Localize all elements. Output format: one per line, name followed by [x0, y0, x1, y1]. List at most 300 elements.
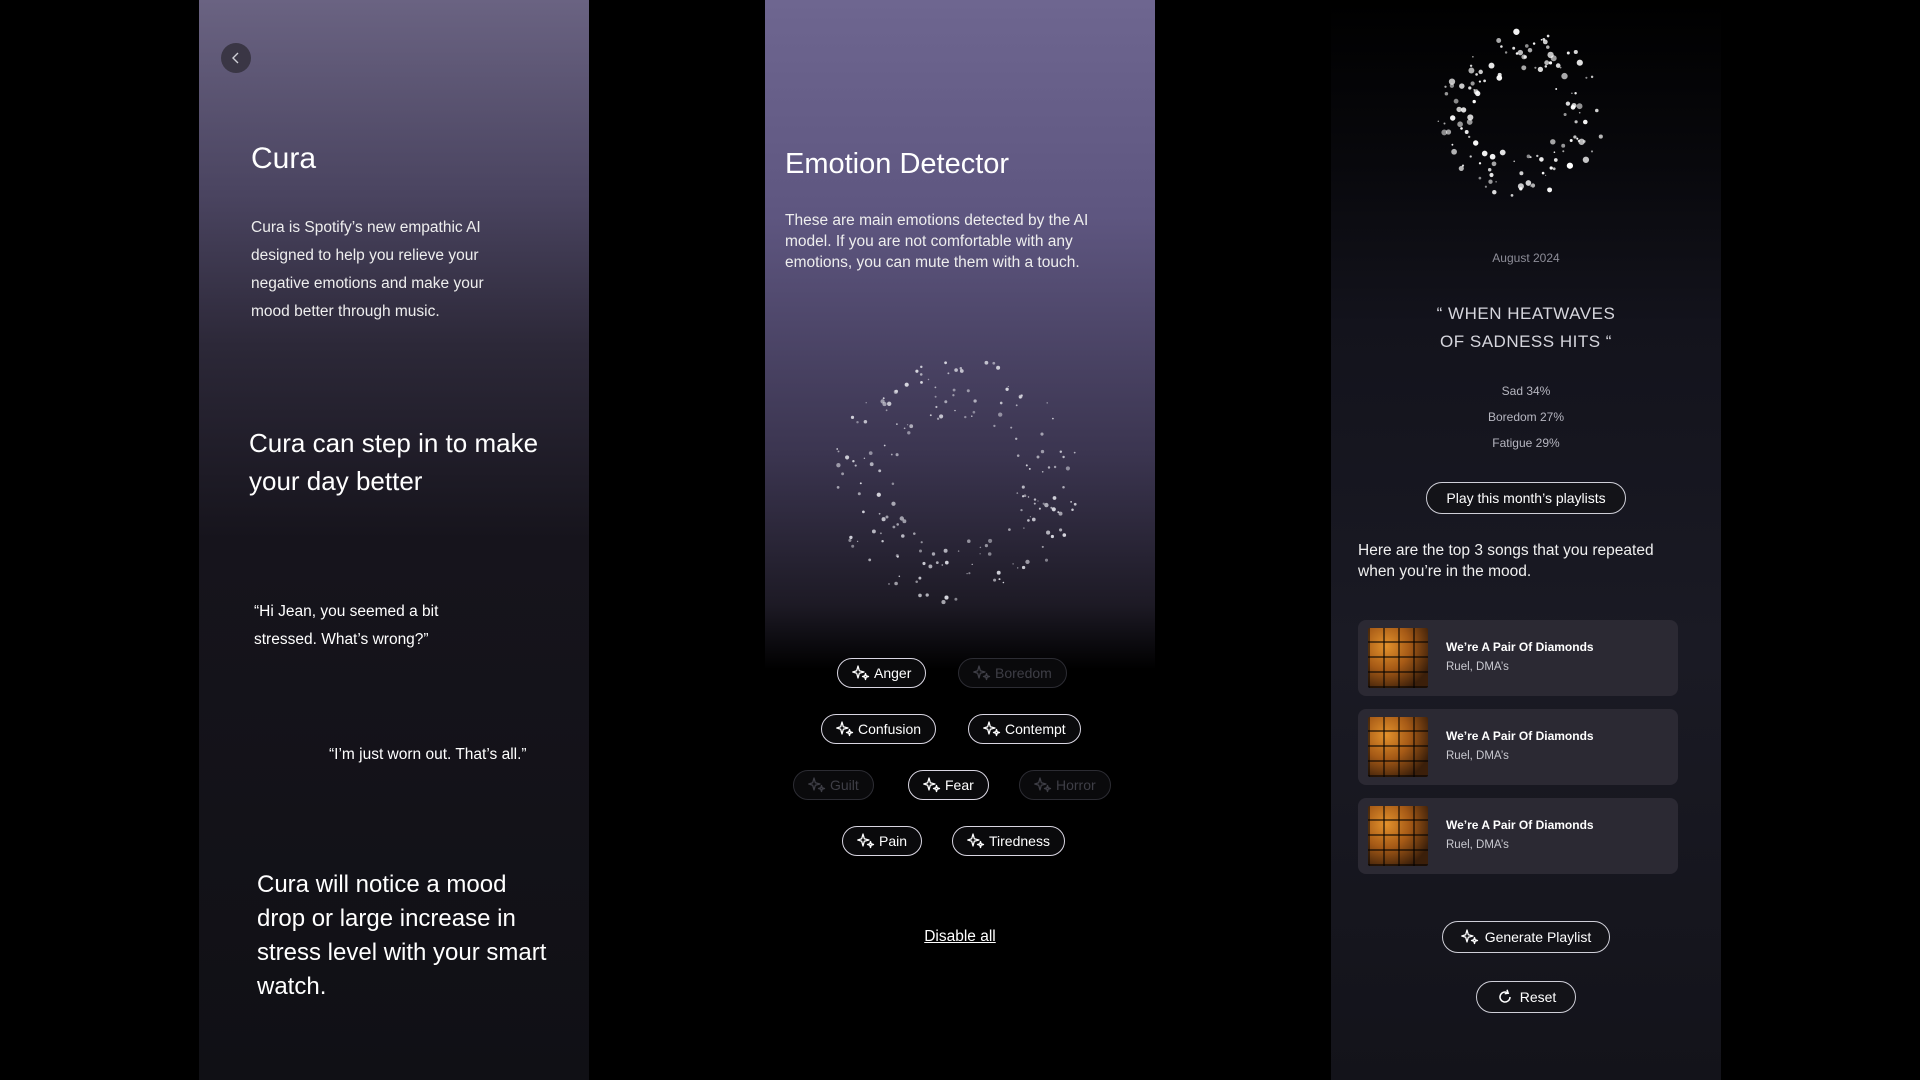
- particle-dot: [1547, 187, 1552, 192]
- particle-dot: [864, 458, 865, 459]
- particle-dot: [1063, 533, 1067, 537]
- particle-dot: [1550, 139, 1555, 144]
- particle-dot: [1526, 180, 1532, 186]
- emotion-chip-label: Horror: [1056, 777, 1096, 793]
- particle-dot: [887, 402, 891, 406]
- particle-dot: [855, 465, 857, 467]
- particle-dot: [1525, 44, 1529, 48]
- particle-dot: [1021, 394, 1023, 396]
- particle-dot: [996, 366, 1000, 370]
- particle-dot: [896, 453, 899, 456]
- particle-dot: [1048, 466, 1050, 468]
- particle-dot: [1561, 144, 1565, 148]
- particle-dot: [939, 414, 943, 418]
- particle-dot: [1505, 51, 1507, 53]
- particle-dot: [878, 469, 881, 472]
- particle-dot: [1547, 35, 1550, 38]
- particle-dot: [919, 549, 922, 552]
- particle-dot: [1488, 168, 1491, 171]
- particle-dot: [836, 463, 840, 467]
- song-card[interactable]: [1358, 620, 1678, 696]
- emotion-chip-tiredness[interactable]: [952, 826, 1065, 856]
- emotion-chip-label: Tiredness: [989, 833, 1050, 849]
- particle-dot: [849, 536, 852, 539]
- particle-dot: [905, 383, 909, 387]
- particle-dot: [1577, 103, 1583, 109]
- particle-dot: [1059, 512, 1063, 516]
- particle-dot: [1511, 194, 1514, 197]
- particle-dot: [954, 598, 957, 601]
- particle-dot: [907, 431, 910, 434]
- particle-dot: [954, 410, 955, 411]
- particle-dot: [1479, 162, 1481, 164]
- particle-dot: [872, 529, 876, 533]
- particle-dot: [1451, 144, 1453, 146]
- particle-dot: [1045, 559, 1048, 562]
- particle-dot: [884, 445, 886, 447]
- particle-dot: [836, 448, 838, 450]
- particle-dot: [1485, 186, 1487, 188]
- particle-dot: [1046, 402, 1047, 403]
- particle-dot: [1567, 163, 1573, 169]
- particle-dot: [1023, 527, 1024, 528]
- particle-dot: [1015, 438, 1017, 440]
- particle-dot: [1008, 528, 1011, 531]
- particle-dot: [1032, 518, 1036, 522]
- particle-dot: [944, 549, 948, 553]
- particle-dot: [1543, 40, 1548, 45]
- particle-dot: [857, 541, 858, 542]
- particle-dot: [944, 596, 948, 600]
- particle-dot: [926, 593, 929, 596]
- particle-dot: [934, 386, 936, 388]
- particle-dot: [1583, 120, 1588, 125]
- particle-dot: [1492, 161, 1497, 166]
- particle-dot: [1040, 433, 1043, 436]
- particle-dot: [1445, 92, 1449, 96]
- particle-dot: [1474, 89, 1479, 94]
- particle-dot: [845, 455, 849, 459]
- particle-dot: [1489, 63, 1495, 69]
- particle-dot: [985, 361, 989, 365]
- particle-dot: [1571, 92, 1573, 94]
- particle-dot: [1053, 496, 1057, 500]
- emotion-detector-screen: [765, 0, 1155, 1080]
- particle-dot: [928, 564, 932, 568]
- particle-dot: [848, 539, 851, 542]
- user-reply-quote: “I’m just worn out. That’s all.”: [329, 746, 527, 763]
- refresh-icon: [1496, 988, 1514, 1006]
- emotion-chip-horror[interactable]: [1019, 770, 1111, 800]
- emotion-chip-guilt[interactable]: [793, 770, 874, 800]
- particle-dot: [1010, 427, 1012, 429]
- particle-dot: [922, 562, 925, 565]
- particle-dot: [985, 544, 988, 547]
- particle-dot: [880, 532, 882, 534]
- particle-dot: [1461, 107, 1466, 112]
- particle-dot: [944, 400, 947, 403]
- particle-dot: [1451, 149, 1457, 155]
- particle-dot: [1468, 136, 1470, 138]
- particle-dot: [1471, 81, 1475, 85]
- particle-dot: [920, 366, 922, 368]
- particle-dot: [1457, 121, 1463, 127]
- particle-dot: [993, 425, 995, 427]
- reset-button[interactable]: [1476, 981, 1576, 1013]
- particle-dot: [988, 539, 992, 543]
- particle-dot: [1438, 120, 1440, 122]
- emotion-chip-contempt[interactable]: [968, 714, 1081, 744]
- particle-dot: [851, 416, 854, 419]
- particle-dot: [1446, 129, 1451, 134]
- chevron-left-icon: [229, 51, 243, 65]
- particle-dot: [930, 414, 932, 416]
- particle-dot: [954, 368, 958, 372]
- particle-dot: [1547, 52, 1553, 58]
- particle-dot: [901, 534, 905, 538]
- particle-dot: [870, 462, 874, 466]
- particle-dot: [998, 412, 1002, 416]
- particle-dot: [947, 372, 949, 374]
- emotion-chip-label: Boredom: [995, 665, 1052, 681]
- particle-dot: [1513, 161, 1515, 163]
- particle-dot: [1553, 167, 1556, 170]
- generate-playlist-label: Generate Playlist: [1484, 929, 1592, 945]
- emotion-chip-label: Contempt: [1005, 721, 1066, 737]
- particle-dot: [1060, 450, 1062, 452]
- particle-dot: [1025, 560, 1029, 564]
- song-card[interactable]: [1358, 798, 1678, 874]
- particle-dot: [936, 561, 939, 564]
- particle-dot: [1026, 464, 1028, 466]
- song-card[interactable]: [1358, 709, 1678, 785]
- particle-dot: [1591, 76, 1593, 78]
- particle-dot: [1575, 120, 1578, 123]
- particle-dot: [1074, 503, 1077, 506]
- particle-dot: [1046, 531, 1050, 535]
- particle-dot: [1555, 88, 1557, 90]
- emotion-description: These are main emotions detected by the AI model. If you are not comfortable with any emotions, you can mute them with a touch.: [785, 212, 1089, 271]
- play-playlists-button[interactable]: [1426, 482, 1626, 514]
- particle-dot: [935, 396, 937, 398]
- sparkle-icon: [857, 832, 875, 850]
- particle-dot: [1039, 508, 1041, 510]
- particle-dot: [993, 579, 996, 582]
- emotion-chip-pain[interactable]: [842, 826, 922, 856]
- particle-dot: [973, 411, 976, 414]
- particle-dot: [966, 573, 967, 574]
- particle-dot: [1599, 135, 1603, 139]
- emotion-chip-label: Anger: [874, 665, 912, 681]
- particle-dot: [1495, 181, 1497, 183]
- particle-dot: [1062, 486, 1065, 489]
- particle-dot: [891, 502, 895, 506]
- particle-dot: [891, 454, 893, 456]
- particle-dot: [1488, 180, 1492, 184]
- particle-dot: [1570, 139, 1573, 142]
- particle-dot: [1578, 140, 1580, 142]
- particle-dot: [1579, 112, 1581, 114]
- particle-dot: [1012, 563, 1013, 564]
- particle-dot: [1037, 456, 1040, 459]
- particle-dot: [918, 594, 922, 598]
- particle-dot: [852, 460, 854, 462]
- particle-dot: [918, 577, 921, 580]
- particle-dot: [1459, 83, 1464, 88]
- particle-dot: [1444, 86, 1446, 88]
- generate-playlist-button[interactable]: [1442, 921, 1610, 953]
- particle-dot: [1472, 56, 1474, 58]
- particle-dot: [1573, 135, 1576, 138]
- mood-quote: [1331, 300, 1721, 356]
- particle-dot: [1016, 492, 1018, 494]
- particle-dot: [964, 416, 966, 418]
- particle-dot: [1037, 500, 1038, 501]
- ai-message-quote: “Hi Jean, you seemed a bit stressed. What’s wrong?”: [254, 603, 439, 648]
- particle-dot: [1554, 151, 1556, 153]
- particle-dot: [1576, 138, 1578, 140]
- play-playlists-label: Play this month’s playlists: [1446, 490, 1606, 506]
- particle-dot: [1470, 65, 1472, 67]
- emotion-chip-boredom[interactable]: [958, 658, 1067, 688]
- particle-dot: [971, 415, 972, 416]
- song-title: We’re A Pair Of Diamonds: [1446, 640, 1594, 654]
- particle-dot: [915, 580, 918, 583]
- particle-dot: [945, 561, 949, 565]
- particle-dot: [997, 571, 1001, 575]
- album-cover: [1368, 806, 1428, 866]
- particle-dot: [1008, 386, 1009, 387]
- particle-dot: [1005, 388, 1008, 391]
- particle-dot: [1534, 67, 1536, 69]
- particle-dot: [968, 572, 970, 574]
- particle-dot: [1531, 183, 1535, 187]
- particle-dot: [1034, 503, 1036, 505]
- particle-dot: [1574, 50, 1578, 54]
- particle-dot: [935, 406, 937, 408]
- particle-dot: [909, 424, 913, 428]
- mood-stat-fatigue: Fatigue 29%: [1492, 436, 1560, 450]
- sparkle-icon: [1034, 776, 1052, 794]
- particle-dot: [960, 369, 964, 373]
- particle-dot: [973, 399, 976, 402]
- emotion-chip-confusion[interactable]: [821, 714, 936, 744]
- intro-description: Cura is Spotify’s new empathic AI designed to help you relieve your negative emotions and make your mood better through music.: [251, 219, 484, 320]
- particle-dot: [960, 367, 963, 370]
- particle-dot: [1000, 402, 1003, 405]
- particle-dot: [1062, 456, 1064, 458]
- sparkle-icon: [967, 832, 985, 850]
- particle-dot: [1513, 29, 1519, 35]
- particle-dot: [1030, 516, 1031, 517]
- page-title: Cura: [251, 142, 317, 175]
- song-title: We’re A Pair Of Diamonds: [1446, 818, 1594, 832]
- particle-dot: [1028, 496, 1029, 497]
- particle-dot: [1450, 115, 1455, 120]
- mood-particle-orb: [1431, 24, 1611, 204]
- particle-dot: [866, 402, 867, 403]
- particle-dot: [1479, 177, 1482, 180]
- particle-dot: [1538, 67, 1543, 72]
- particle-dot: [1034, 498, 1036, 500]
- particle-dot: [886, 516, 889, 519]
- particle-dot: [980, 553, 981, 554]
- particle-dot: [1029, 468, 1031, 470]
- feature-headline: Cura can step in to make your day better: [249, 428, 539, 496]
- particle-dot: [1549, 61, 1552, 64]
- song-artist: Ruel, DMA’s: [1446, 839, 1509, 851]
- cura-intro-screen: [199, 0, 589, 1080]
- particle-dot: [1554, 158, 1558, 162]
- particle-dot: [1022, 486, 1025, 489]
- sparkle-icon: [923, 776, 941, 794]
- particle-dot: [1475, 73, 1478, 76]
- particle-dot: [1561, 73, 1567, 79]
- particle-dot: [1492, 190, 1496, 194]
- particle-dot: [888, 583, 889, 584]
- particle-dot: [1527, 155, 1531, 159]
- particle-dot: [920, 373, 923, 376]
- particle-dot: [1027, 519, 1030, 522]
- particle-dot: [1022, 566, 1025, 569]
- particle-dot: [1585, 77, 1587, 79]
- particle-dot: [837, 486, 840, 489]
- particle-dot: [1562, 150, 1564, 152]
- particle-dot: [915, 370, 918, 373]
- particle-dot: [1489, 173, 1493, 177]
- particle-dot: [1074, 452, 1076, 454]
- particle-dot: [907, 424, 908, 425]
- particle-dot: [877, 493, 881, 497]
- particle-dot: [1574, 92, 1576, 94]
- particle-dot: [1519, 187, 1522, 190]
- song-artist: Ruel, DMA’s: [1446, 750, 1509, 762]
- emotion-chip-label: Fear: [945, 777, 974, 793]
- particle-dot: [1044, 503, 1048, 507]
- particle-dot: [841, 472, 844, 475]
- particle-dot: [958, 550, 959, 551]
- particle-dot: [1465, 130, 1469, 134]
- particle-dot: [883, 397, 885, 399]
- disable-all-link[interactable]: Disable all: [924, 928, 996, 945]
- particle-dot: [967, 539, 971, 543]
- particle-dot: [1473, 100, 1476, 103]
- particle-dot: [1567, 52, 1570, 55]
- emotion-chip-label: Guilt: [830, 777, 859, 793]
- particle-dot: [1020, 509, 1022, 511]
- particle-dot: [1052, 418, 1054, 420]
- back-button[interactable]: [221, 43, 251, 73]
- particle-dot: [860, 482, 862, 484]
- particle-dot: [1583, 140, 1586, 143]
- particle-dot: [1443, 122, 1445, 124]
- particle-dot: [1042, 471, 1044, 473]
- particle-dot: [953, 389, 956, 392]
- month-label: August 2024: [1492, 251, 1560, 265]
- particle-dot: [1470, 155, 1472, 157]
- particle-dot: [1541, 39, 1543, 41]
- particle-dot: [1571, 103, 1576, 108]
- particle-dot: [1042, 546, 1044, 548]
- particle-dot: [896, 423, 898, 425]
- particle-dot: [1467, 114, 1473, 120]
- sparkle-icon: [808, 776, 826, 794]
- particle-dot: [862, 511, 865, 514]
- particle-dot: [879, 513, 881, 515]
- particle-dot: [998, 578, 1000, 580]
- mood-stat-boredom: Boredom 27%: [1487, 410, 1565, 424]
- particle-dot: [1459, 166, 1464, 171]
- particle-dot: [988, 552, 992, 556]
- particle-dot: [1460, 127, 1463, 130]
- particle-dot: [1468, 86, 1471, 89]
- sparkle-icon: [983, 720, 1001, 738]
- particle-dot: [886, 409, 888, 411]
- particle-dot: [882, 517, 886, 521]
- particle-dot: [972, 564, 973, 565]
- particle-dot: [896, 523, 899, 526]
- particle-dot: [858, 492, 861, 495]
- particle-dot: [1591, 150, 1593, 152]
- particle-dot: [1546, 45, 1550, 49]
- particle-dot: [899, 576, 901, 578]
- particle-dot: [838, 450, 840, 452]
- particle-dot: [1468, 68, 1474, 74]
- sparkle-icon: [973, 664, 991, 682]
- particle-dot: [894, 582, 898, 586]
- particle-dot: [880, 399, 884, 403]
- particle-dot: [1473, 140, 1478, 145]
- particle-dot: [864, 420, 868, 424]
- particle-dot: [1564, 113, 1567, 116]
- particle-dot: [1583, 157, 1589, 163]
- particle-dot: [893, 526, 896, 529]
- particle-dot: [1528, 48, 1533, 53]
- particle-dot: [937, 418, 939, 420]
- particle-dot: [1519, 171, 1523, 175]
- reset-label: Reset: [1519, 989, 1557, 1005]
- sparkle-icon: [836, 720, 854, 738]
- particle-dot: [881, 540, 883, 542]
- particle-dot: [1536, 155, 1538, 157]
- particle-dot: [1449, 78, 1455, 84]
- mood-quote-line-1: “ WHEN HEATWAVES: [1436, 304, 1616, 323]
- emotion-particle-orb: [825, 350, 1085, 610]
- particle-dot: [1022, 495, 1024, 497]
- particle-dot: [1017, 567, 1018, 568]
- particle-dot: [1054, 466, 1056, 468]
- particle-dot: [1051, 535, 1054, 538]
- emotion-chip-anger[interactable]: [837, 658, 926, 688]
- particle-dot: [913, 532, 916, 535]
- sparkle-icon: [1461, 928, 1479, 946]
- emotion-chip-fear[interactable]: [908, 770, 989, 800]
- particle-dot: [941, 564, 943, 566]
- particle-dot: [1454, 99, 1459, 104]
- emotion-chip-label: Pain: [879, 833, 908, 849]
- particle-dot: [1518, 50, 1523, 55]
- particle-dot: [1479, 81, 1481, 83]
- particle-dot: [1560, 67, 1562, 69]
- sparkle-icon: [852, 664, 870, 682]
- particle-dot: [980, 547, 982, 549]
- particle-dot: [1071, 508, 1074, 511]
- song-artist: Ruel, DMA’s: [1446, 661, 1509, 673]
- particle-dot: [1566, 101, 1570, 105]
- mood-stat-sad: Sad 34%: [1501, 384, 1551, 398]
- album-cover: [1368, 628, 1428, 688]
- particle-dot: [869, 451, 873, 455]
